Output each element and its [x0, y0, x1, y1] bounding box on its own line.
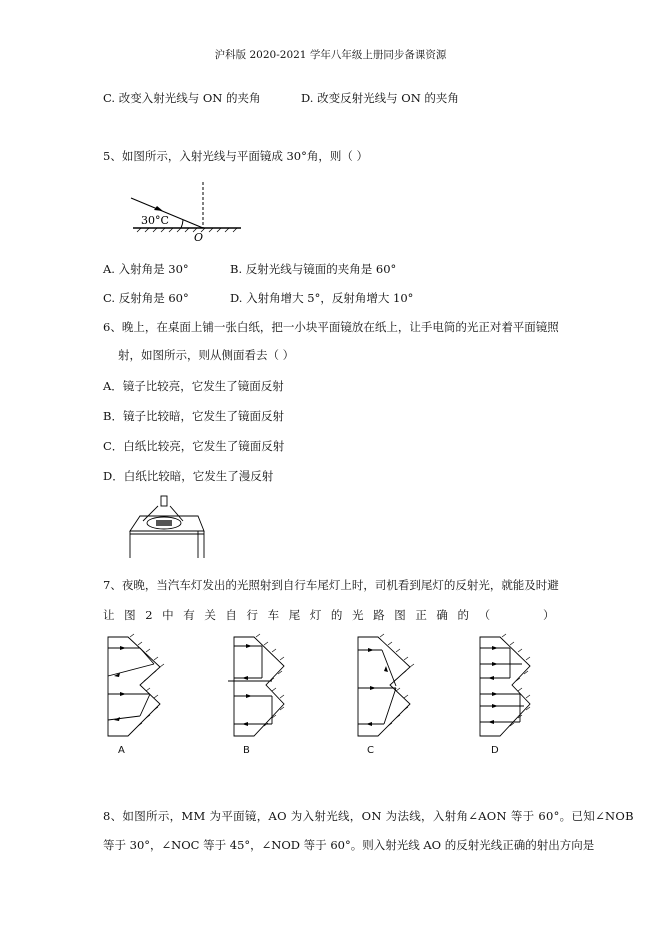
- reflector-figure-a: [106, 636, 168, 738]
- q7-stem-line2-end: ）: [543, 608, 555, 622]
- q4-option-d: D. 改变反射光线与 ON 的夹角: [301, 91, 459, 105]
- q5-option-c: C. 反射角是 60°: [103, 291, 189, 305]
- q5-option-d: D. 入射角增大 5°，反射角增大 10°: [230, 291, 414, 305]
- q5-reflection-figure: [125, 180, 245, 242]
- mirror-patch: [156, 520, 172, 526]
- q5-angle-label: 30°C: [141, 214, 169, 227]
- q7-stem-line2: 让图2中有关自行车尾灯的光路图正确的（: [103, 608, 500, 622]
- q5-option-a: A. 入射角是 30°: [103, 262, 189, 276]
- ray-arrow-icon: [154, 206, 163, 211]
- figure-label-c: C: [367, 745, 374, 756]
- reflector-figure-d: [478, 636, 540, 738]
- q6-flashlight-figure: [128, 494, 208, 564]
- figure-label-b: B: [243, 745, 250, 756]
- q6-option-a: A．镜子比较亮，它发生了镜面反射: [103, 379, 284, 393]
- q8-line2: 等于 30°，∠NOC 等于 45°，∠NOD 等于 60°。则入射光线 AO 的反射光线正确的射出方向是: [103, 838, 595, 852]
- figure-label-d: D: [491, 745, 499, 756]
- q5-stem: 5、如图所示，入射光线与平面镜成 30°角，则（ ）: [103, 149, 369, 163]
- q6-option-b: B．镜子比较暗，它发生了镜面反射: [103, 409, 284, 423]
- q4-option-c: C. 改变入射光线与 ON 的夹角: [103, 91, 261, 105]
- page-header: 沪科版 2020-2021 学年八年级上册同步备课资源: [214, 49, 447, 61]
- q5-option-b: B. 反射光线与镜面的夹角是 60°: [230, 262, 397, 276]
- figure-label-a: A: [118, 745, 125, 756]
- q6-option-d: D．白纸比较暗，它发生了漫反射: [103, 469, 274, 483]
- flashlight-icon: [161, 496, 167, 506]
- angle-arc: [181, 220, 183, 228]
- q6-option-c: C．白纸比较亮，它发生了镜面反射: [103, 439, 285, 453]
- q6-stem-line1: 6、晚上，在桌面上铺一张白纸，把一小块平面镜放在纸上，让手电筒的光正对着平面镜照: [103, 320, 559, 334]
- q8-line1: 8、如图所示，MM 为平面镜，AO 为入射光线，ON 为法线，入射角∠AON 等于 60°。已知∠NOB: [103, 809, 634, 823]
- q6-stem-line2: 射，如图所示，则从侧面看去（ ）: [118, 348, 295, 362]
- reflector-figure-b: [232, 636, 294, 738]
- q7-stem-line1: 7、夜晚，当汽车灯发出的光照射到自行车尾灯上时，司机看到尾灯的反射光，就能及时避: [103, 578, 559, 592]
- q5-point-label: O: [194, 231, 204, 244]
- reflector-figure-c: [356, 636, 418, 738]
